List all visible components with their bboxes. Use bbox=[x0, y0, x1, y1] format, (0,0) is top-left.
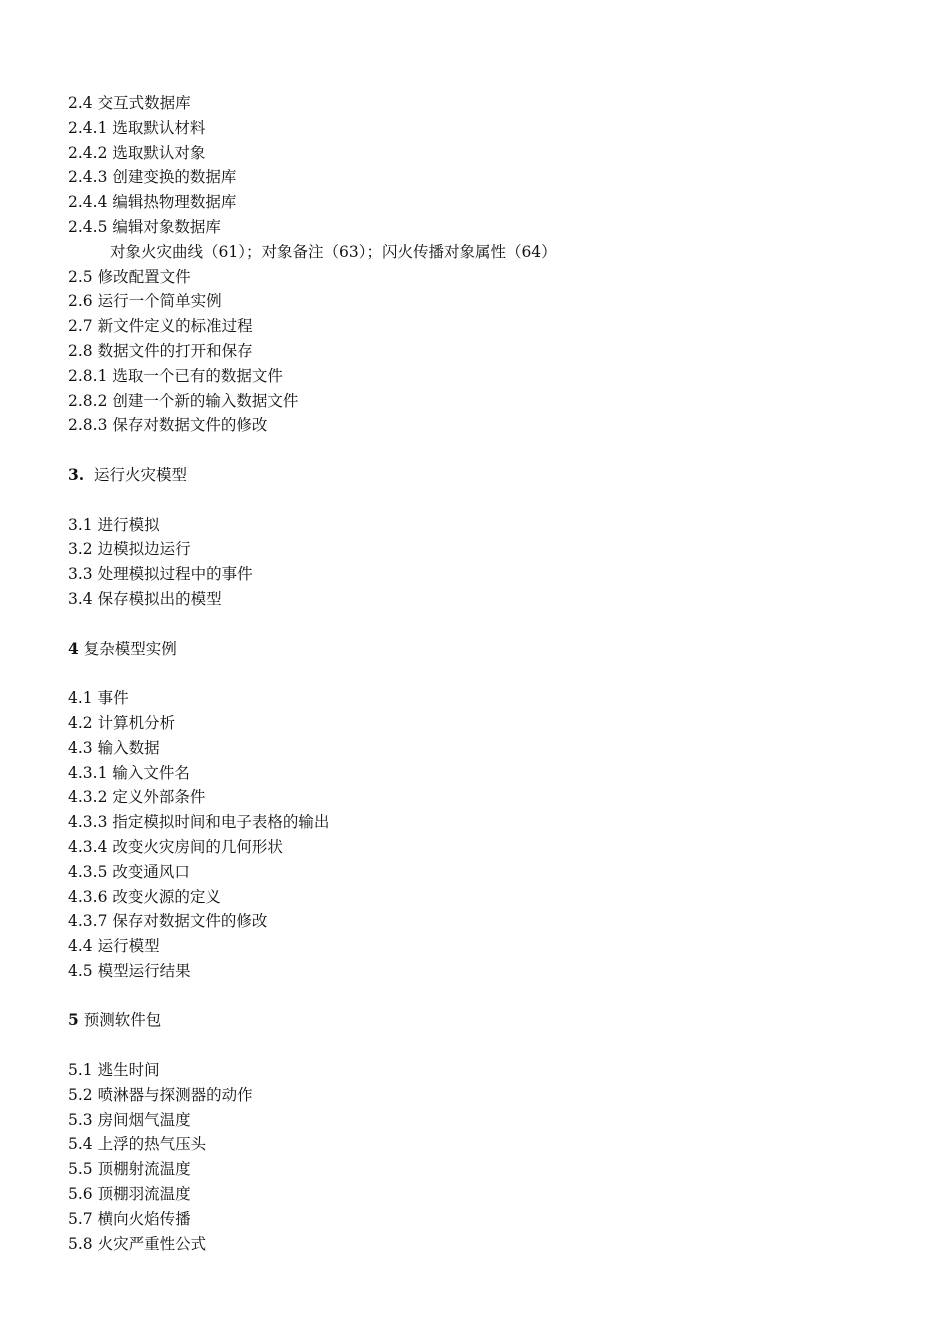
toc-entry-4-3-1: 4.3.1 输入文件名 bbox=[68, 763, 190, 782]
toc-entry-2-8-3: 2.8.3 保存对数据文件的修改 bbox=[68, 416, 268, 435]
toc-entry-2-4-3: 2.4.3 创建变换的数据库 bbox=[68, 168, 237, 187]
toc-entry-5-1: 5.1 逃生时间 bbox=[68, 1061, 160, 1080]
toc-entry-5-6: 5.6 顶棚羽流温度 bbox=[68, 1185, 191, 1204]
toc-entry-2-6: 2.6 运行一个简单实例 bbox=[68, 292, 222, 311]
toc-entry-4-3-4: 4.3.4 改变火灾房间的几何形状 bbox=[68, 837, 283, 856]
toc-entry-5-8: 5.8 火灾严重性公式 bbox=[68, 1234, 207, 1253]
chapter-5-heading: 5 预测软件包 bbox=[68, 1010, 162, 1030]
toc-entry-2-4-4: 2.4.4 编辑热物理数据库 bbox=[68, 193, 237, 212]
toc-entry-5-3: 5.3 房间烟气温度 bbox=[68, 1110, 191, 1129]
toc-entry-3-4: 3.4 保存模拟出的模型 bbox=[68, 589, 222, 608]
toc-entry-4-3: 4.3 输入数据 bbox=[68, 738, 160, 757]
section-3-entries bbox=[68, 513, 908, 612]
section-4-entries bbox=[68, 686, 908, 984]
spacer bbox=[68, 984, 908, 1009]
toc-entry-2-4-2: 2.4.2 选取默认对象 bbox=[68, 143, 206, 162]
toc-entry-2-4-5: 2.4.5 编辑对象数据库 bbox=[68, 217, 221, 236]
toc-subnote: 对象火灾曲线（61）；对象备注（63）；闪火传播对象属性（64） bbox=[110, 242, 557, 261]
chapter-4-heading: 4 复杂模型实例 bbox=[68, 638, 177, 658]
toc-entry-2-7: 2.7 新文件定义的标准过程 bbox=[68, 317, 253, 336]
toc-entry-5-2: 5.2 喷淋器与探测器的动作 bbox=[68, 1085, 253, 1104]
spacer bbox=[68, 1033, 908, 1058]
section-2-entries bbox=[68, 91, 908, 438]
toc-entry-2-8-2: 2.8.2 创建一个新的输入数据文件 bbox=[68, 391, 299, 410]
toc-entry-5-5: 5.5 顶棚射流温度 bbox=[68, 1160, 191, 1179]
toc-entry-2-4: 2.4 交互式数据库 bbox=[68, 94, 191, 112]
spacer bbox=[68, 488, 908, 513]
spacer bbox=[68, 661, 908, 686]
toc-entry-2-8-1: 2.8.1 选取一个已有的数据文件 bbox=[68, 366, 283, 385]
toc-entry-4-3-6: 4.3.6 改变火源的定义 bbox=[68, 887, 221, 906]
section-5-entries bbox=[68, 1058, 908, 1256]
toc-entry-2-4-1: 2.4.1 选取默认材料 bbox=[68, 118, 206, 137]
toc-entry-5-4: 5.4 上浮的热气压头 bbox=[68, 1135, 207, 1154]
toc-entry-2-8: 2.8 数据文件的打开和保存 bbox=[68, 341, 253, 360]
chapter-3-heading: 3. 运行火灾模型 bbox=[68, 464, 188, 484]
toc-entry-2-5: 2.5 修改配置文件 bbox=[68, 267, 191, 286]
toc-entry-4-5: 4.5 模型运行结果 bbox=[68, 961, 191, 980]
toc-entry-3-2: 3.2 边模拟边运行 bbox=[68, 540, 191, 559]
toc-entry-4-3-7: 4.3.7 保存对数据文件的修改 bbox=[68, 912, 268, 931]
toc-entry-4-3-3: 4.3.3 指定模拟时间和电子表格的输出 bbox=[68, 813, 330, 832]
toc-entry-5-7: 5.7 横向火焰传播 bbox=[68, 1209, 191, 1228]
toc-entry-4-1: 4.1 事件 bbox=[68, 689, 129, 708]
toc-entry-3-3: 3.3 处理模拟过程中的事件 bbox=[68, 565, 253, 584]
toc-entry-4-4: 4.4 运行模型 bbox=[68, 937, 160, 956]
table-of-contents bbox=[68, 91, 908, 1256]
toc-entry-4-2: 4.2 计算机分析 bbox=[68, 713, 176, 732]
toc-entry-4-3-5: 4.3.5 改变通风口 bbox=[68, 862, 190, 881]
spacer bbox=[68, 612, 908, 637]
toc-entry-4-3-2: 4.3.2 定义外部条件 bbox=[68, 788, 206, 807]
spacer bbox=[68, 438, 908, 463]
toc-entry-3-1: 3.1 进行模拟 bbox=[68, 515, 160, 534]
